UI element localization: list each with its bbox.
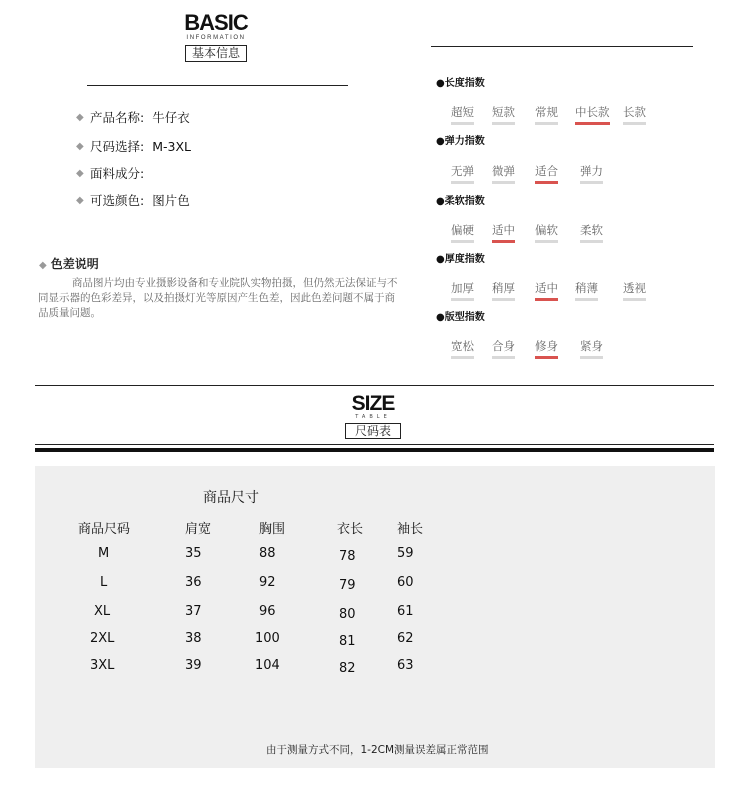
size-bottom-divider-thick xyxy=(35,448,714,452)
size-table-logo xyxy=(340,394,406,439)
size-table-title: 商品尺寸 xyxy=(203,490,259,506)
size-top-divider xyxy=(35,385,714,386)
index-option: 适合 xyxy=(535,163,558,182)
product-info-value: 图片色 xyxy=(152,193,190,208)
size-bottom-divider-thin xyxy=(35,444,714,445)
diamond-bullet-icon: ◆ xyxy=(76,194,84,206)
bullet-dot-icon: ● xyxy=(436,254,445,265)
index-option-bar xyxy=(623,298,646,301)
size-table-cell: 62 xyxy=(397,631,414,646)
left-divider xyxy=(87,85,348,86)
index-option: 合身 xyxy=(492,338,515,357)
size-box-label: 尺码表 xyxy=(345,423,401,439)
size-table-cell: 82 xyxy=(339,661,356,676)
index-option-bar xyxy=(575,298,598,301)
index-option: 宽松 xyxy=(451,338,474,357)
size-table-footnote: 由于测量方式不同，1-2CM测量误差属正常范围 xyxy=(266,744,489,756)
size-table-header-cell: 衣长 xyxy=(337,522,364,537)
bullet-dot-icon: ● xyxy=(436,136,445,147)
index-option: 修身 xyxy=(535,338,558,357)
basic-box-label: 基本信息 xyxy=(185,45,247,62)
index-option-bar xyxy=(580,240,603,243)
size-table-header-cell: 胸围 xyxy=(259,522,286,537)
size-table-cell: 60 xyxy=(397,575,414,590)
size-table-cell: 2XL xyxy=(90,631,115,646)
size-table-header-cell: 袖长 xyxy=(397,522,424,537)
index-title: ●长度指数 xyxy=(436,78,485,89)
index-option-bar xyxy=(451,181,474,184)
index-option: 柔软 xyxy=(580,222,603,241)
basic-info-logo xyxy=(181,12,251,62)
size-table-cell: 81 xyxy=(339,634,356,649)
size-table-cell: 3XL xyxy=(90,658,115,673)
index-option: 透视 xyxy=(623,280,646,299)
size-table-cell: 88 xyxy=(259,546,276,561)
index-option-bar xyxy=(535,356,558,359)
index-option: 适中 xyxy=(492,222,515,241)
index-option-bar xyxy=(623,122,646,125)
size-table-cell: 92 xyxy=(259,575,276,590)
index-option-bar xyxy=(451,356,474,359)
index-option: 短款 xyxy=(492,104,515,123)
index-title: ●弹力指数 xyxy=(436,136,485,147)
size-subtitle: TABLE xyxy=(355,414,391,420)
index-title: ●厚度指数 xyxy=(436,254,485,265)
right-divider xyxy=(431,46,693,47)
color-note-title: ◆ 色差说明 xyxy=(39,257,99,271)
size-table-cell: L xyxy=(100,575,108,590)
index-option-bar xyxy=(451,298,474,301)
index-option-bar xyxy=(580,356,603,359)
size-table-header-cell: 商品尺码 xyxy=(78,522,131,537)
index-option-bar xyxy=(492,181,515,184)
diamond-bullet-icon: ◆ xyxy=(76,140,84,152)
product-info-label: 可选颜色: xyxy=(90,193,145,208)
index-option-bar xyxy=(492,122,515,125)
index-option: 微弹 xyxy=(492,163,515,182)
bullet-dot-icon: ● xyxy=(436,312,445,323)
index-option-bar xyxy=(451,240,474,243)
index-option: 偏硬 xyxy=(451,222,474,241)
index-option: 无弹 xyxy=(451,163,474,182)
index-option: 加厚 xyxy=(451,280,474,299)
size-table-cell: 35 xyxy=(185,546,202,561)
size-table-header-cell: 肩宽 xyxy=(185,522,212,537)
product-info-row xyxy=(76,191,190,209)
size-table-cell: XL xyxy=(94,604,111,619)
basic-title: BASIC xyxy=(184,10,248,35)
product-info-row xyxy=(76,137,191,155)
product-info-label: 产品名称: xyxy=(90,110,145,125)
index-option: 偏软 xyxy=(535,222,558,241)
product-info-value: 牛仔衣 xyxy=(152,110,190,125)
product-info-value: M-3XL xyxy=(152,138,191,154)
index-option-bar xyxy=(535,122,558,125)
diamond-bullet-icon: ◆ xyxy=(76,111,84,123)
index-option-bar xyxy=(492,356,515,359)
product-info-label: 尺码选择: xyxy=(90,139,145,154)
diamond-bullet-icon: ◆ xyxy=(76,167,84,179)
index-option: 中长款 xyxy=(575,104,610,123)
size-table-cell: 78 xyxy=(339,549,356,564)
index-option-bar xyxy=(580,181,603,184)
size-table-cell: M xyxy=(98,546,110,561)
diamond-bullet-icon: ◆ xyxy=(39,260,47,271)
index-option-bar xyxy=(535,181,558,184)
size-table-cell: 104 xyxy=(255,658,280,673)
product-info-row xyxy=(76,164,152,182)
basic-subtitle: INFORMATION xyxy=(186,35,246,41)
size-table-cell: 63 xyxy=(397,658,414,673)
index-option-bar xyxy=(535,298,558,301)
index-option-bar xyxy=(492,298,515,301)
product-info-label: 面料成分: xyxy=(90,166,145,181)
index-option-bar xyxy=(451,122,474,125)
size-table-cell: 80 xyxy=(339,607,356,622)
index-option: 弹力 xyxy=(580,163,603,182)
index-option-bar xyxy=(575,122,610,125)
size-title: SIZE xyxy=(351,392,395,415)
bullet-dot-icon: ● xyxy=(436,78,445,89)
size-table-cell: 39 xyxy=(185,658,202,673)
size-table-cell: 59 xyxy=(397,546,414,561)
index-option: 适中 xyxy=(535,280,558,299)
index-option: 超短 xyxy=(451,104,474,123)
product-info-row xyxy=(76,108,190,126)
size-table-cell: 96 xyxy=(259,604,276,619)
size-table-cell: 79 xyxy=(339,578,356,593)
size-table-cell: 37 xyxy=(185,604,202,619)
index-option: 稍薄 xyxy=(575,280,598,299)
size-table-cell: 38 xyxy=(185,631,202,646)
size-table-cell: 100 xyxy=(255,631,280,646)
index-option: 紧身 xyxy=(580,338,603,357)
size-table-panel xyxy=(35,466,715,768)
index-title: ●柔软指数 xyxy=(436,196,485,207)
size-table-cell: 36 xyxy=(185,575,202,590)
color-note-text: 商品图片均由专业摄影设备和专业院队实物拍摄，但仍然无法保证与不同显示器的色彩差异，以及拍摄灯光等原因产生色差，因此色差问题不属于商品质量问题。 xyxy=(38,277,398,319)
index-option: 长款 xyxy=(623,104,646,123)
size-table-cell: 61 xyxy=(397,604,414,619)
index-option: 稍厚 xyxy=(492,280,515,299)
bullet-dot-icon: ● xyxy=(436,196,445,207)
index-option-bar xyxy=(492,240,515,243)
index-option-bar xyxy=(535,240,558,243)
index-title: ●版型指数 xyxy=(436,312,485,323)
index-option: 常规 xyxy=(535,104,558,123)
